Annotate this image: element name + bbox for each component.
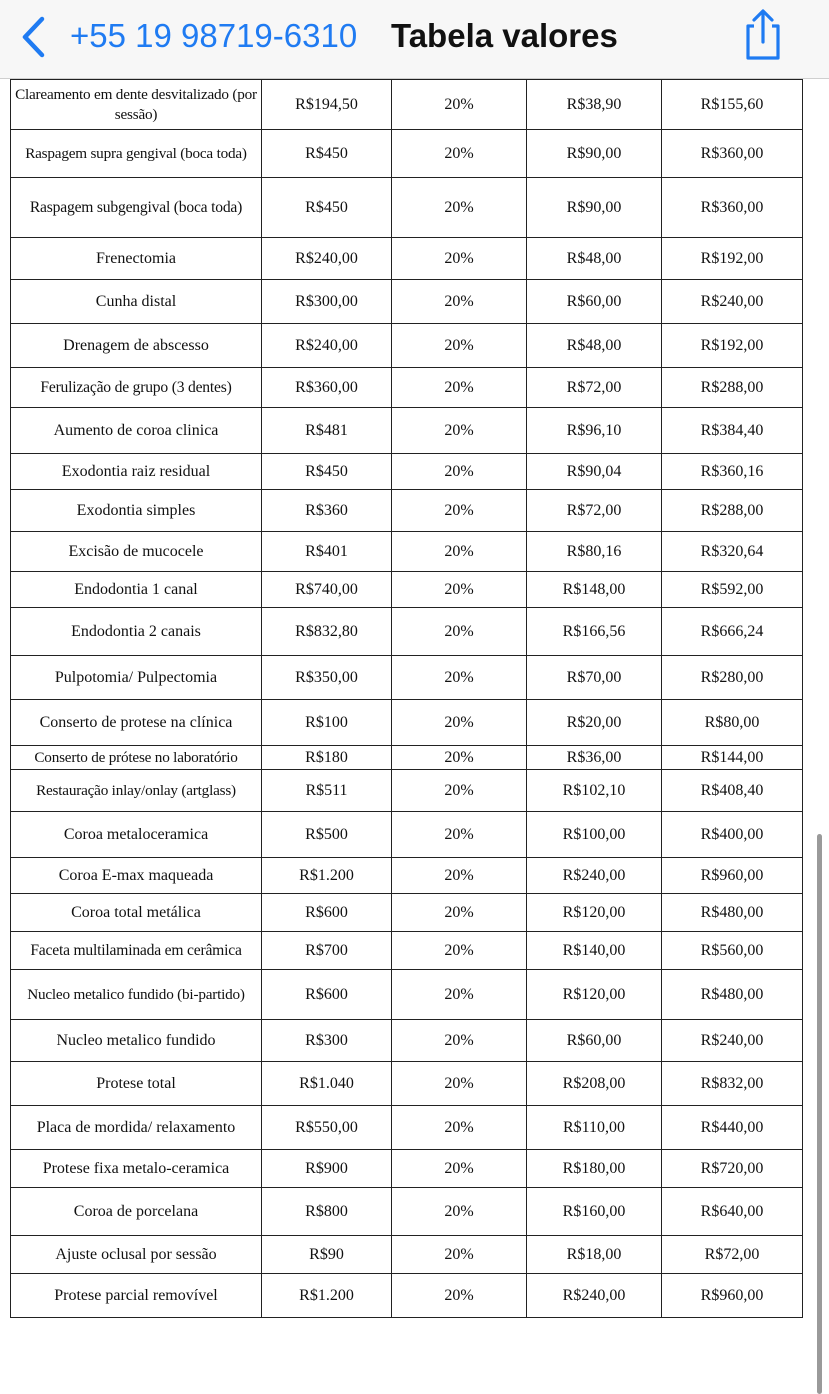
price-cell: R$300,00: [262, 280, 392, 324]
procedure-cell: Ajuste oclusal por sessão: [11, 1236, 262, 1274]
price-table: [10, 79, 803, 1318]
net-value-cell: R$144,00: [662, 746, 803, 770]
procedure-cell: Coroa metaloceramica: [11, 812, 262, 858]
table-row: [11, 408, 803, 454]
price-cell: R$1.040: [262, 1062, 392, 1106]
net-value-cell: R$480,00: [662, 894, 803, 932]
commission-cell: R$208,00: [527, 1062, 662, 1106]
table-row: [11, 1020, 803, 1062]
commission-cell: R$240,00: [527, 858, 662, 894]
procedure-cell: Excisão de mucocele: [11, 532, 262, 572]
percent-cell: 20%: [392, 656, 527, 700]
procedure-cell: Aumento de coroa clinica: [11, 408, 262, 454]
net-value-cell: R$320,64: [662, 532, 803, 572]
table-row: [11, 1236, 803, 1274]
commission-cell: R$120,00: [527, 894, 662, 932]
table-row: [11, 130, 803, 178]
percent-cell: 20%: [392, 770, 527, 812]
net-value-cell: R$640,00: [662, 1188, 803, 1236]
commission-cell: R$100,00: [527, 812, 662, 858]
percent-cell: 20%: [392, 858, 527, 894]
table-row: [11, 894, 803, 932]
share-icon: [740, 6, 786, 64]
commission-cell: R$60,00: [527, 1020, 662, 1062]
table-row: [11, 490, 803, 532]
table-row: [11, 970, 803, 1020]
table-row: [11, 812, 803, 858]
procedure-cell: Clareamento em dente desvitalizado (por sessão): [11, 80, 262, 130]
commission-cell: R$48,00: [527, 324, 662, 368]
table-row: [11, 238, 803, 280]
commission-cell: R$102,10: [527, 770, 662, 812]
percent-cell: 20%: [392, 1150, 527, 1188]
commission-cell: R$180,00: [527, 1150, 662, 1188]
price-cell: R$800: [262, 1188, 392, 1236]
price-cell: R$100: [262, 700, 392, 746]
table-row: [11, 368, 803, 408]
price-cell: R$450: [262, 454, 392, 490]
percent-cell: 20%: [392, 490, 527, 532]
net-value-cell: R$240,00: [662, 280, 803, 324]
price-cell: R$240,00: [262, 324, 392, 368]
procedure-cell: Coroa total metálica: [11, 894, 262, 932]
procedure-cell: Cunha distal: [11, 280, 262, 324]
percent-cell: 20%: [392, 80, 527, 130]
table-row: [11, 532, 803, 572]
table-row: [11, 1274, 803, 1318]
commission-cell: R$60,00: [527, 280, 662, 324]
percent-cell: 20%: [392, 1062, 527, 1106]
price-cell: R$832,80: [262, 608, 392, 656]
percent-cell: 20%: [392, 368, 527, 408]
percent-cell: 20%: [392, 1188, 527, 1236]
procedure-cell: Nucleo metalico fundido (bi-partido): [11, 970, 262, 1020]
commission-cell: R$70,00: [527, 656, 662, 700]
procedure-cell: Frenectomia: [11, 238, 262, 280]
price-cell: R$194,50: [262, 80, 392, 130]
procedure-cell: Nucleo metalico fundido: [11, 1020, 262, 1062]
price-cell: R$1.200: [262, 1274, 392, 1318]
net-value-cell: R$288,00: [662, 368, 803, 408]
percent-cell: 20%: [392, 1236, 527, 1274]
net-value-cell: R$480,00: [662, 970, 803, 1020]
procedure-cell: Conserto de protese na clínica: [11, 700, 262, 746]
commission-cell: R$48,00: [527, 238, 662, 280]
table-row: [11, 770, 803, 812]
procedure-cell: Placa de mordida/ relaxamento: [11, 1106, 262, 1150]
commission-cell: R$160,00: [527, 1188, 662, 1236]
price-cell: R$550,00: [262, 1106, 392, 1150]
commission-cell: R$148,00: [527, 572, 662, 608]
commission-cell: R$80,16: [527, 532, 662, 572]
procedure-cell: Coroa de porcelana: [11, 1188, 262, 1236]
price-cell: R$700: [262, 932, 392, 970]
procedure-cell: Pulpotomia/ Pulpectomia: [11, 656, 262, 700]
table-row: [11, 1150, 803, 1188]
procedure-cell: Protese total: [11, 1062, 262, 1106]
percent-cell: 20%: [392, 1020, 527, 1062]
commission-cell: R$240,00: [527, 1274, 662, 1318]
price-cell: R$350,00: [262, 656, 392, 700]
commission-cell: R$120,00: [527, 970, 662, 1020]
price-cell: R$300: [262, 1020, 392, 1062]
table-row: [11, 280, 803, 324]
percent-cell: 20%: [392, 608, 527, 656]
procedure-cell: Endodontia 2 canais: [11, 608, 262, 656]
percent-cell: 20%: [392, 894, 527, 932]
percent-cell: 20%: [392, 572, 527, 608]
table-row: [11, 454, 803, 490]
commission-cell: R$110,00: [527, 1106, 662, 1150]
net-value-cell: R$720,00: [662, 1150, 803, 1188]
table-row: [11, 656, 803, 700]
net-value-cell: R$240,00: [662, 1020, 803, 1062]
percent-cell: 20%: [392, 532, 527, 572]
percent-cell: 20%: [392, 932, 527, 970]
procedure-cell: Raspagem subgengival (boca toda): [11, 178, 262, 238]
net-value-cell: R$400,00: [662, 812, 803, 858]
percent-cell: 20%: [392, 454, 527, 490]
percent-cell: 20%: [392, 1106, 527, 1150]
net-value-cell: R$440,00: [662, 1106, 803, 1150]
procedure-cell: Restauração inlay/onlay (artglass): [11, 770, 262, 812]
net-value-cell: R$560,00: [662, 932, 803, 970]
commission-cell: R$18,00: [527, 1236, 662, 1274]
table-row: [11, 858, 803, 894]
commission-cell: R$72,00: [527, 368, 662, 408]
net-value-cell: R$80,00: [662, 700, 803, 746]
net-value-cell: R$666,24: [662, 608, 803, 656]
net-value-cell: R$360,00: [662, 130, 803, 178]
net-value-cell: R$592,00: [662, 572, 803, 608]
percent-cell: 20%: [392, 324, 527, 368]
percent-cell: 20%: [392, 700, 527, 746]
price-cell: R$511: [262, 770, 392, 812]
price-cell: R$740,00: [262, 572, 392, 608]
percent-cell: 20%: [392, 178, 527, 238]
procedure-cell: Coroa E-max maqueada: [11, 858, 262, 894]
percent-cell: 20%: [392, 746, 527, 770]
price-cell: R$481: [262, 408, 392, 454]
price-cell: R$450: [262, 178, 392, 238]
procedure-cell: Faceta multilaminada em cerâmica: [11, 932, 262, 970]
commission-cell: R$90,00: [527, 178, 662, 238]
percent-cell: 20%: [392, 238, 527, 280]
commission-cell: R$20,00: [527, 700, 662, 746]
scrollbar[interactable]: [817, 834, 822, 1394]
percent-cell: 20%: [392, 280, 527, 324]
price-cell: R$360: [262, 490, 392, 532]
net-value-cell: R$280,00: [662, 656, 803, 700]
procedure-cell: Conserto de prótese no laboratório: [11, 746, 262, 770]
procedure-cell: Exodontia raiz residual: [11, 454, 262, 490]
commission-cell: R$36,00: [527, 746, 662, 770]
percent-cell: 20%: [392, 1274, 527, 1318]
share-button[interactable]: [740, 6, 786, 64]
net-value-cell: R$960,00: [662, 858, 803, 894]
percent-cell: 20%: [392, 130, 527, 178]
price-cell: R$240,00: [262, 238, 392, 280]
table-row: [11, 1062, 803, 1106]
price-cell: R$360,00: [262, 368, 392, 408]
net-value-cell: R$155,60: [662, 80, 803, 130]
commission-cell: R$96,10: [527, 408, 662, 454]
procedure-cell: Exodontia simples: [11, 490, 262, 532]
commission-cell: R$90,00: [527, 130, 662, 178]
price-cell: R$401: [262, 532, 392, 572]
page-title: Tabela valores: [391, 17, 618, 54]
net-value-cell: R$384,40: [662, 408, 803, 454]
net-value-cell: R$192,00: [662, 324, 803, 368]
price-cell: R$180: [262, 746, 392, 770]
procedure-cell: Protese fixa metalo-ceramica: [11, 1150, 262, 1188]
top-bar: [0, 0, 829, 79]
percent-cell: 20%: [392, 812, 527, 858]
table-row: [11, 324, 803, 368]
procedure-cell: Protese parcial removível: [11, 1274, 262, 1318]
price-cell: R$500: [262, 812, 392, 858]
document-view[interactable]: [0, 79, 829, 1338]
percent-cell: 20%: [392, 970, 527, 1020]
procedure-cell: Raspagem supra gengival (boca toda): [11, 130, 262, 178]
commission-cell: R$72,00: [527, 490, 662, 532]
price-cell: R$600: [262, 894, 392, 932]
table-row: [11, 932, 803, 970]
net-value-cell: R$72,00: [662, 1236, 803, 1274]
commission-cell: R$90,04: [527, 454, 662, 490]
procedure-cell: Ferulização de grupo (3 dentes): [11, 368, 262, 408]
percent-cell: 20%: [392, 408, 527, 454]
price-cell: R$600: [262, 970, 392, 1020]
price-cell: R$450: [262, 130, 392, 178]
price-cell: R$90: [262, 1236, 392, 1274]
price-cell: R$900: [262, 1150, 392, 1188]
table-row: [11, 746, 803, 770]
commission-cell: R$166,56: [527, 608, 662, 656]
net-value-cell: R$360,00: [662, 178, 803, 238]
table-row: [11, 572, 803, 608]
procedure-cell: Drenagem de abscesso: [11, 324, 262, 368]
net-value-cell: R$832,00: [662, 1062, 803, 1106]
commission-cell: R$38,90: [527, 80, 662, 130]
chevron-left-icon: [18, 15, 48, 59]
net-value-cell: R$360,16: [662, 454, 803, 490]
back-button[interactable]: [18, 12, 48, 62]
table-row: [11, 700, 803, 746]
table-row: [11, 1106, 803, 1150]
price-cell: R$1.200: [262, 858, 392, 894]
table-row: [11, 80, 803, 130]
table-row: [11, 608, 803, 656]
table-row: [11, 1188, 803, 1236]
procedure-cell: Endodontia 1 canal: [11, 572, 262, 608]
net-value-cell: R$192,00: [662, 238, 803, 280]
net-value-cell: R$960,00: [662, 1274, 803, 1318]
net-value-cell: R$288,00: [662, 490, 803, 532]
table-row: [11, 178, 803, 238]
contact-phone-link[interactable]: +55 19 98719-6310: [70, 17, 358, 54]
net-value-cell: R$408,40: [662, 770, 803, 812]
commission-cell: R$140,00: [527, 932, 662, 970]
